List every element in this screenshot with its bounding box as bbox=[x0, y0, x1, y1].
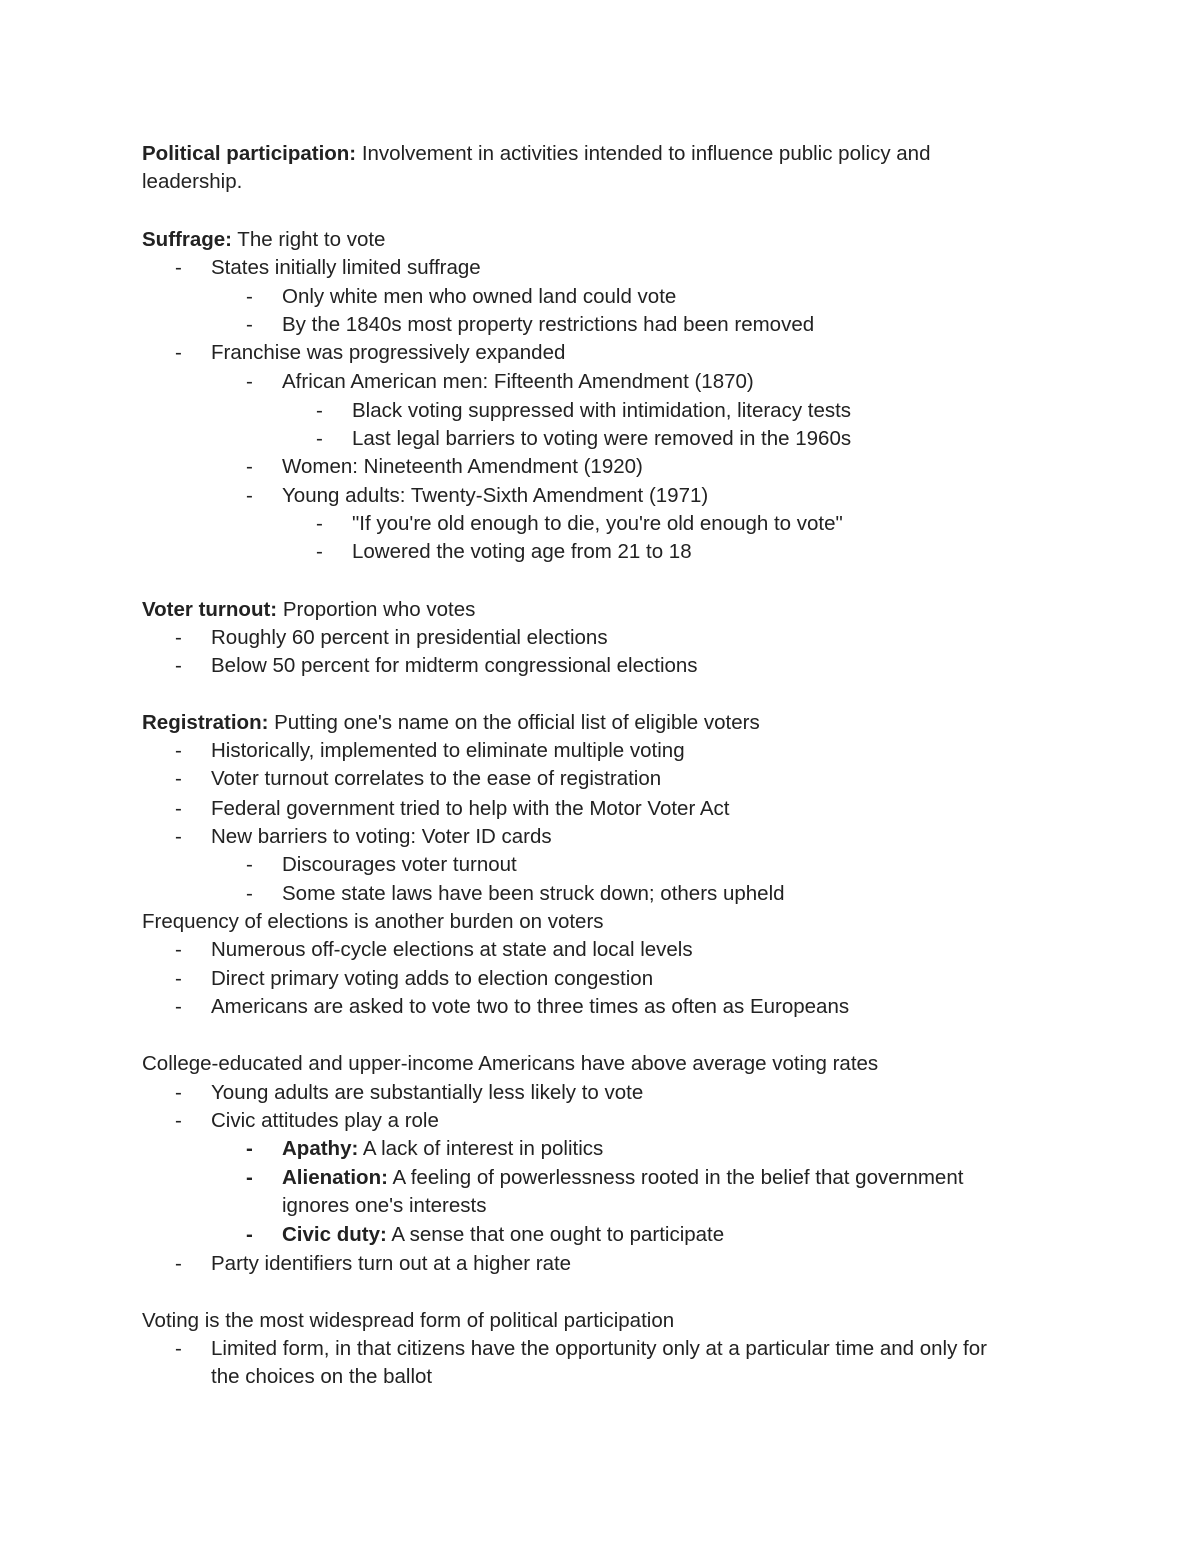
line-text: Black voting suppressed with intimidation, literacy tests bbox=[352, 399, 852, 422]
list-item bbox=[282, 1137, 603, 1161]
line-text: Some state laws have been struck down; others upheld bbox=[282, 882, 785, 905]
bullet-dash: - bbox=[175, 767, 182, 790]
line-text: Limited form, in that citizens have the opportunity only at a particular time and only for bbox=[211, 1337, 987, 1360]
line-text: Civic attitudes play a role bbox=[211, 1109, 439, 1132]
line-text: Voter turnout correlates to the ease of registration bbox=[211, 767, 662, 790]
paragraph-line bbox=[142, 170, 242, 194]
bullet-dash: - bbox=[246, 1223, 253, 1246]
term-label: Registration: bbox=[142, 711, 269, 734]
bullet-dash: - bbox=[246, 370, 253, 393]
term-label: Civic duty: bbox=[282, 1223, 387, 1246]
list-item bbox=[352, 540, 692, 564]
bullet-dash: - bbox=[175, 797, 182, 820]
paragraph-line bbox=[142, 598, 475, 622]
list-item bbox=[282, 370, 754, 394]
paragraph-line bbox=[142, 711, 760, 735]
bullet-dash: - bbox=[316, 427, 323, 450]
list-item bbox=[211, 739, 685, 763]
term-label: Apathy: bbox=[282, 1137, 359, 1160]
list-item bbox=[282, 313, 814, 337]
bullet-dash: - bbox=[246, 882, 253, 905]
list-item bbox=[211, 1109, 439, 1133]
line-text: Historically, implemented to eliminate multiple voting bbox=[211, 739, 685, 762]
line-text: African American men: Fifteenth Amendment (1870) bbox=[282, 370, 754, 393]
list-item bbox=[211, 654, 698, 678]
term-label: Alienation: bbox=[282, 1166, 388, 1189]
line-text: Last legal barriers to voting were removed in the 1960s bbox=[352, 427, 852, 450]
bullet-dash: - bbox=[175, 825, 182, 848]
line-text: The right to vote bbox=[231, 228, 386, 251]
list-item bbox=[282, 484, 708, 508]
line-text: College-educated and upper-income Americans have above average voting rates bbox=[142, 1052, 879, 1075]
list-item bbox=[352, 399, 851, 423]
term-label: Political participation: bbox=[142, 142, 357, 165]
line-text: Americans are asked to vote two to three times as often as Europeans bbox=[211, 995, 850, 1018]
bullet-dash: - bbox=[246, 853, 253, 876]
bullet-dash: - bbox=[175, 967, 182, 990]
list-item bbox=[211, 626, 608, 650]
term-label: Voter turnout: bbox=[142, 598, 278, 621]
list-item bbox=[211, 1337, 987, 1361]
line-text: Only white men who owned land could vote bbox=[282, 285, 677, 308]
line-text: Roughly 60 percent in presidential elections bbox=[211, 626, 608, 649]
list-item bbox=[282, 1194, 486, 1218]
list-item bbox=[211, 1365, 432, 1389]
list-item bbox=[282, 285, 676, 309]
list-item bbox=[282, 882, 785, 906]
bullet-dash: - bbox=[175, 739, 182, 762]
bullet-dash: - bbox=[175, 1337, 182, 1360]
bullet-dash: - bbox=[316, 540, 323, 563]
bullet-dash: - bbox=[175, 626, 182, 649]
line-text: leadership. bbox=[142, 170, 243, 193]
paragraph-line bbox=[142, 228, 385, 252]
line-text: Numerous off-cycle elections at state and local levels bbox=[211, 938, 693, 961]
bullet-dash: - bbox=[175, 995, 182, 1018]
line-text: Below 50 percent for midterm congressional elections bbox=[211, 654, 698, 677]
bullet-dash: - bbox=[175, 938, 182, 961]
list-item bbox=[211, 825, 552, 849]
list-item bbox=[282, 853, 517, 877]
term-label: Suffrage: bbox=[142, 228, 232, 251]
line-text: A feeling of powerlessness rooted in the belief that government bbox=[387, 1166, 964, 1189]
list-item bbox=[211, 995, 849, 1019]
paragraph-line bbox=[142, 1052, 878, 1076]
bullet-dash: - bbox=[175, 1252, 182, 1275]
list-item bbox=[211, 256, 481, 280]
list-item bbox=[282, 1223, 724, 1247]
line-text: the choices on the ballot bbox=[211, 1365, 433, 1388]
list-item bbox=[282, 1166, 963, 1190]
line-text: By the 1840s most property restrictions had been removed bbox=[282, 313, 815, 336]
bullet-dash: - bbox=[246, 313, 253, 336]
bullet-dash: - bbox=[246, 1137, 253, 1160]
bullet-dash: - bbox=[316, 399, 323, 422]
list-item bbox=[352, 512, 843, 536]
list-item bbox=[211, 1252, 571, 1276]
line-text: Putting one's name on the official list of eligible voters bbox=[268, 711, 760, 734]
list-item bbox=[211, 767, 661, 791]
line-text: States initially limited suffrage bbox=[211, 256, 481, 279]
line-text: Voting is the most widespread form of political participation bbox=[142, 1309, 675, 1332]
paragraph-line bbox=[142, 142, 930, 166]
list-item bbox=[211, 967, 653, 991]
bullet-dash: - bbox=[175, 256, 182, 279]
line-text: ignores one's interests bbox=[282, 1194, 487, 1217]
paragraph-line bbox=[142, 910, 604, 934]
bullet-dash: - bbox=[175, 1109, 182, 1132]
line-text: "If you're old enough to die, you're old enough to vote" bbox=[352, 512, 843, 535]
line-text: Young adults are substantially less likely to vote bbox=[211, 1081, 644, 1104]
bullet-dash: - bbox=[246, 1166, 253, 1189]
list-item bbox=[282, 455, 643, 479]
line-text: Frequency of elections is another burden on voters bbox=[142, 910, 604, 933]
line-text: Young adults: Twenty-Sixth Amendment (1971) bbox=[282, 484, 709, 507]
line-text: Women: Nineteenth Amendment (1920) bbox=[282, 455, 643, 478]
bullet-dash: - bbox=[175, 654, 182, 677]
list-item bbox=[211, 341, 565, 365]
line-text: Involvement in activities intended to influence public policy and bbox=[356, 142, 931, 165]
bullet-dash: - bbox=[316, 512, 323, 535]
bullet-dash: - bbox=[246, 455, 253, 478]
line-text: A lack of interest in politics bbox=[358, 1137, 604, 1160]
list-item bbox=[352, 427, 851, 451]
line-text: Proportion who votes bbox=[277, 598, 476, 621]
line-text: Party identifiers turn out at a higher rate bbox=[211, 1252, 572, 1275]
bullet-dash: - bbox=[175, 1081, 182, 1104]
bullet-dash: - bbox=[246, 484, 253, 507]
bullet-dash: - bbox=[246, 285, 253, 308]
line-text: A sense that one ought to participate bbox=[386, 1223, 725, 1246]
list-item bbox=[211, 1081, 643, 1105]
paragraph-line bbox=[142, 1309, 674, 1333]
line-text: Federal government tried to help with the Motor Voter Act bbox=[211, 797, 730, 820]
line-text: Direct primary voting adds to election congestion bbox=[211, 967, 654, 990]
line-text: Lowered the voting age from 21 to 18 bbox=[352, 540, 692, 563]
line-text: Discourages voter turnout bbox=[282, 853, 517, 876]
line-text: New barriers to voting: Voter ID cards bbox=[211, 825, 552, 848]
list-item bbox=[211, 938, 693, 962]
line-text: Franchise was progressively expanded bbox=[211, 341, 566, 364]
bullet-dash: - bbox=[175, 341, 182, 364]
list-item bbox=[211, 797, 729, 821]
